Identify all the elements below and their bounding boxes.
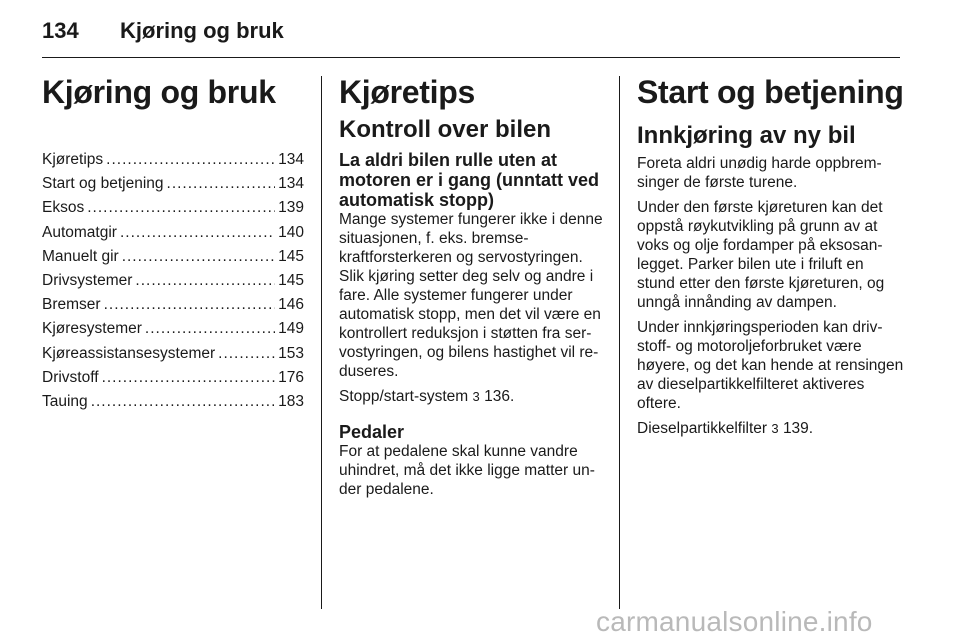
toc-item[interactable]	[42, 196, 304, 220]
toc-page: 139	[278, 199, 304, 217]
toc-label: Kjøresystemer	[42, 320, 142, 338]
section-title: Kjøretips	[339, 74, 475, 110]
toc-leader	[135, 269, 275, 293]
toc-leader	[91, 390, 275, 414]
toc-page: 145	[278, 272, 304, 290]
toc-page: 153	[278, 344, 304, 362]
toc-page: 145	[278, 247, 304, 265]
toc-label: Tauing	[42, 393, 88, 411]
toc-item[interactable]	[42, 221, 304, 245]
paragraph: Foreta aldri unødig harde oppbremsinger de første turene.	[637, 155, 882, 191]
cross-reference[interactable]	[637, 419, 905, 438]
xref-page: 136.	[484, 388, 515, 405]
subsection-title: Kontroll over bilen	[339, 116, 552, 143]
toc-item[interactable]	[42, 172, 304, 196]
page-header	[42, 18, 902, 58]
chapter-title: Kjøring og bruk	[42, 74, 276, 110]
toc-leader	[102, 366, 276, 390]
toc-item[interactable]	[42, 390, 304, 414]
toc-label: Bremser	[42, 296, 101, 314]
toc-leader	[145, 317, 275, 341]
chapter-contents-column	[42, 74, 304, 414]
toc-leader	[104, 293, 276, 317]
xref-text: Dieselpartikkelfilter	[637, 420, 768, 437]
running-title: Kjøring og bruk	[120, 18, 284, 43]
toc-page: 176	[278, 368, 304, 386]
warning-heading: La aldri bilen rulle uten at motoren er i gang (unntatt ved automatisk stopp)	[339, 150, 600, 210]
xref-text: Stopp/start-system	[339, 388, 469, 405]
arrow-icon: 3	[771, 421, 779, 436]
toc-leader	[120, 221, 275, 245]
toc-leader	[122, 245, 275, 269]
header-divider	[42, 57, 900, 58]
toc-item[interactable]	[42, 148, 304, 172]
toc-label: Automatgir	[42, 223, 117, 241]
toc-page: 134	[278, 175, 304, 193]
toc-leader	[218, 342, 275, 366]
toc-label: Drivstoff	[42, 368, 99, 386]
table-of-contents	[42, 148, 304, 414]
toc-leader	[87, 196, 275, 220]
arrow-icon: 3	[472, 389, 480, 404]
paragraph: Under den første kjøreturen kan det oppstå røykutvikling på grunn av at voks og olje fordamper på eksosanlegget. Parker bilen ute i friluft en stund etter den første kjøreturen, og unngå innånding av dampen.	[637, 199, 885, 311]
toc-page: 146	[278, 296, 304, 314]
toc-label: Eksos	[42, 199, 85, 217]
toc-leader	[106, 148, 275, 172]
driving-tips-column	[339, 74, 603, 505]
xref-page: 139.	[782, 420, 814, 437]
pedals-heading: Pedaler	[339, 422, 405, 442]
page-number: 134	[42, 18, 79, 43]
toc-item[interactable]	[42, 342, 304, 366]
toc-page: 149	[278, 320, 304, 338]
toc-item[interactable]	[42, 317, 304, 341]
toc-page: 140	[278, 223, 304, 241]
paragraph: For at pedalene skal kunne vandre uhindret, må det ikke ligge matter under pedalene.	[339, 443, 595, 498]
toc-page: 134	[278, 151, 304, 168]
toc-label: Manuelt gir	[42, 247, 119, 265]
cross-reference[interactable]	[339, 387, 603, 406]
section-title: Start og betjening	[637, 74, 904, 110]
toc-label: Kjøreassistansesystemer	[42, 344, 216, 362]
toc-item[interactable]	[42, 293, 304, 317]
toc-label: Kjøretips	[42, 151, 104, 168]
column-divider	[321, 76, 322, 609]
paragraph: Under innkjøringsperioden kan drivstoff- og motoroljeforbruket være høyere, og det kan hende at rensingen av dieselpartikkelfilteret aktiveres oftere.	[637, 319, 904, 412]
toc-item[interactable]	[42, 269, 304, 293]
toc-page: 183	[278, 393, 304, 411]
subsection-title: Innkjøring av ny bil	[637, 122, 856, 149]
start-operation-column	[637, 74, 905, 444]
column-divider	[619, 76, 620, 609]
toc-item[interactable]	[42, 245, 304, 269]
toc-leader	[167, 172, 276, 196]
watermark: carmanualsonline.info	[596, 606, 873, 637]
toc-item[interactable]	[42, 366, 304, 390]
toc-label: Drivsystemer	[42, 272, 133, 290]
toc-label: Start og betjening	[42, 175, 164, 193]
paragraph: Mange systemer fungerer ikke i denne situasjonen, f. eks. bremsekraftforsterkeren og servostyringen. Slik kjøring setter deg selv og andre i fare. Alle systemer fungerer under automatisk stopp, men det vil være en kontrollert reduksjon i støtten fra servostyringen, og bilens hastighet vil reduseres.	[339, 211, 603, 380]
